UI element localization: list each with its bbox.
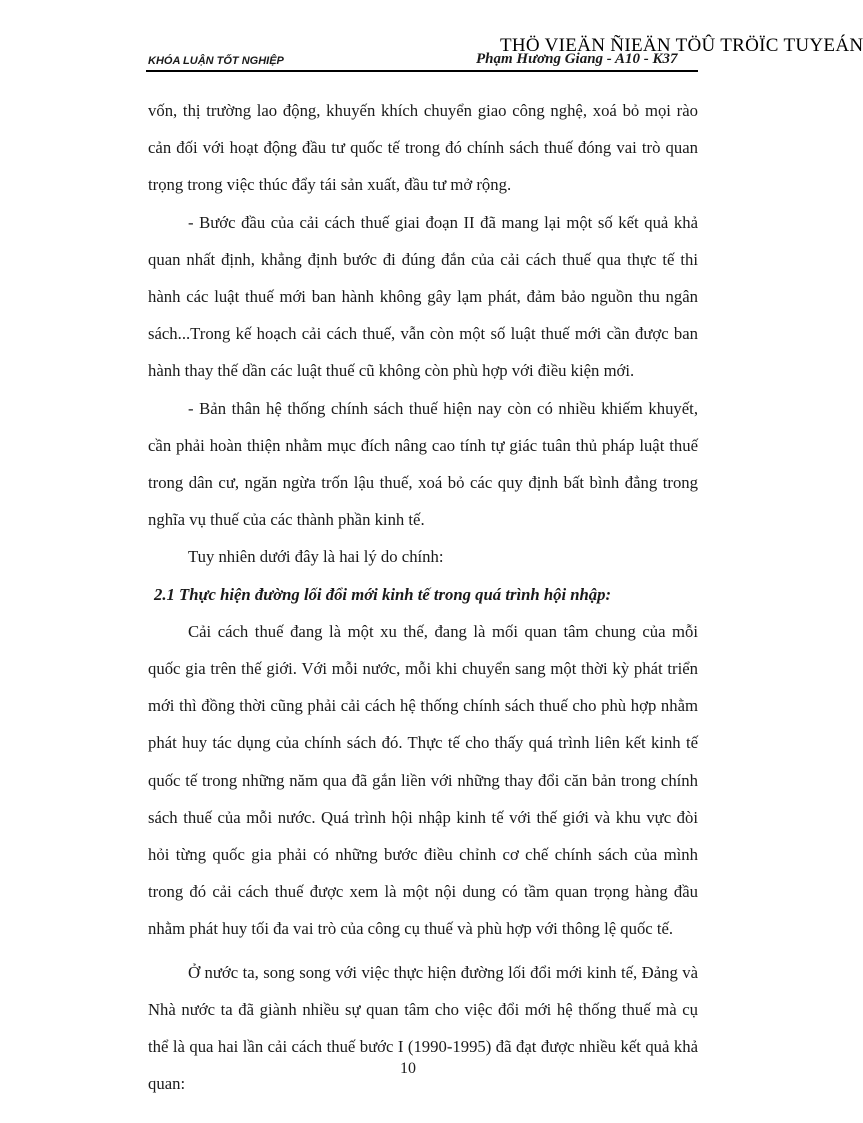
paragraph: Ở nước ta, song song với việc thực hiện đường lối đổi mới kinh tế, Đảng và Nhà nước ta đã giành nhiều sự quan tâm cho việc đổi mới hệ thống thuế mà cụ thể là qua hai lần cải cách thuế bước I (1990-1995) đã đạt được nhiều kết quả khả quan:	[148, 962, 698, 1094]
section-heading: 2.1 Thực hiện đường lối đổi mới kinh tế trong quá trình hội nhập:	[154, 584, 612, 604]
paragraph: - Bản thân hệ thống chính sách thuế hiện nay còn có nhiều khiếm khuyết, cần phải hoàn thiện nhằm mục đích nâng cao tính tự giác tuân thủ pháp luật thuế trong dân cư, ngăn ngừa trốn lậu thuế, xoá bỏ các quy định bất bình đẳng trong nghĩa vụ thuế của các thành phần kinh tế.	[148, 398, 698, 530]
paragraph: vốn, thị trường lao động, khuyến khích chuyển giao công nghệ, xoá bỏ mọi rào cản đối với hoạt động đầu tư quốc tế trong đó chính sách thuế đóng vai trò quan trọng trong việc thúc đẩy tái sản xuất, đầu tư mở rộng.	[148, 101, 698, 195]
watermark-header: THÖ VIEÄN ÑIEÄN TÖÛ TRÖÏC TUYEÁN	[500, 35, 863, 56]
paragraph: Cải cách thuế đang là một xu thế, đang là mối quan tâm chung của mỗi quốc gia trên thế giới. Với mỗi nước, mỗi khi chuyển sang một thời kỳ phát triển mới thì đồng thời cũng phải cải cách hệ thống chính sách thuế cho phù hợp nhằm phát huy tác dụng của chính sách đó. Thực tế cho thấy quá trình liên kết kinh tế quốc tế trong những năm qua đã gắn liền với những thay đổi căn bản trong chính sách thuế của mỗi nước. Quá trình hội nhập kinh tế với thế giới và khu vực đòi hỏi từng quốc gia phải có những bước điều chỉnh cơ chế chính sách của mình trong đó cải cách thuế được xem là một nội dung có tầm quan trọng hàng đầu nhằm phát huy tối đa vai trò của công cụ thuế và phù hợp với thông lệ quốc tế.	[148, 621, 698, 939]
paragraph: - Bước đầu của cải cách thuế giai đoạn II đã mang lại một số kết quả khả quan nhất định, khẳng định bước đi đúng đắn của cải cách thuế qua thực tế thi hành các luật thuế mới ban hành không gây lạm phát, đảm bảo nguồn thu ngân sách...Trong kế hoạch cải cách thuế, vẫn còn một số luật thuế mới cần được ban hành thay thế dần các luật thuế cũ không còn phù hợp với điều kiện mới.	[148, 212, 698, 381]
header-author: Phạm Hương Giang - A10 - K37	[476, 51, 678, 67]
page-number: 10	[400, 1060, 416, 1077]
header-divider	[146, 70, 698, 72]
paragraph: Tuy nhiên dưới đây là hai lý do chính:	[188, 547, 444, 567]
page-body	[148, 92, 698, 1102]
header-thesis-title: KHÓA LUẬN TỐT NGHIỆP	[148, 55, 284, 67]
